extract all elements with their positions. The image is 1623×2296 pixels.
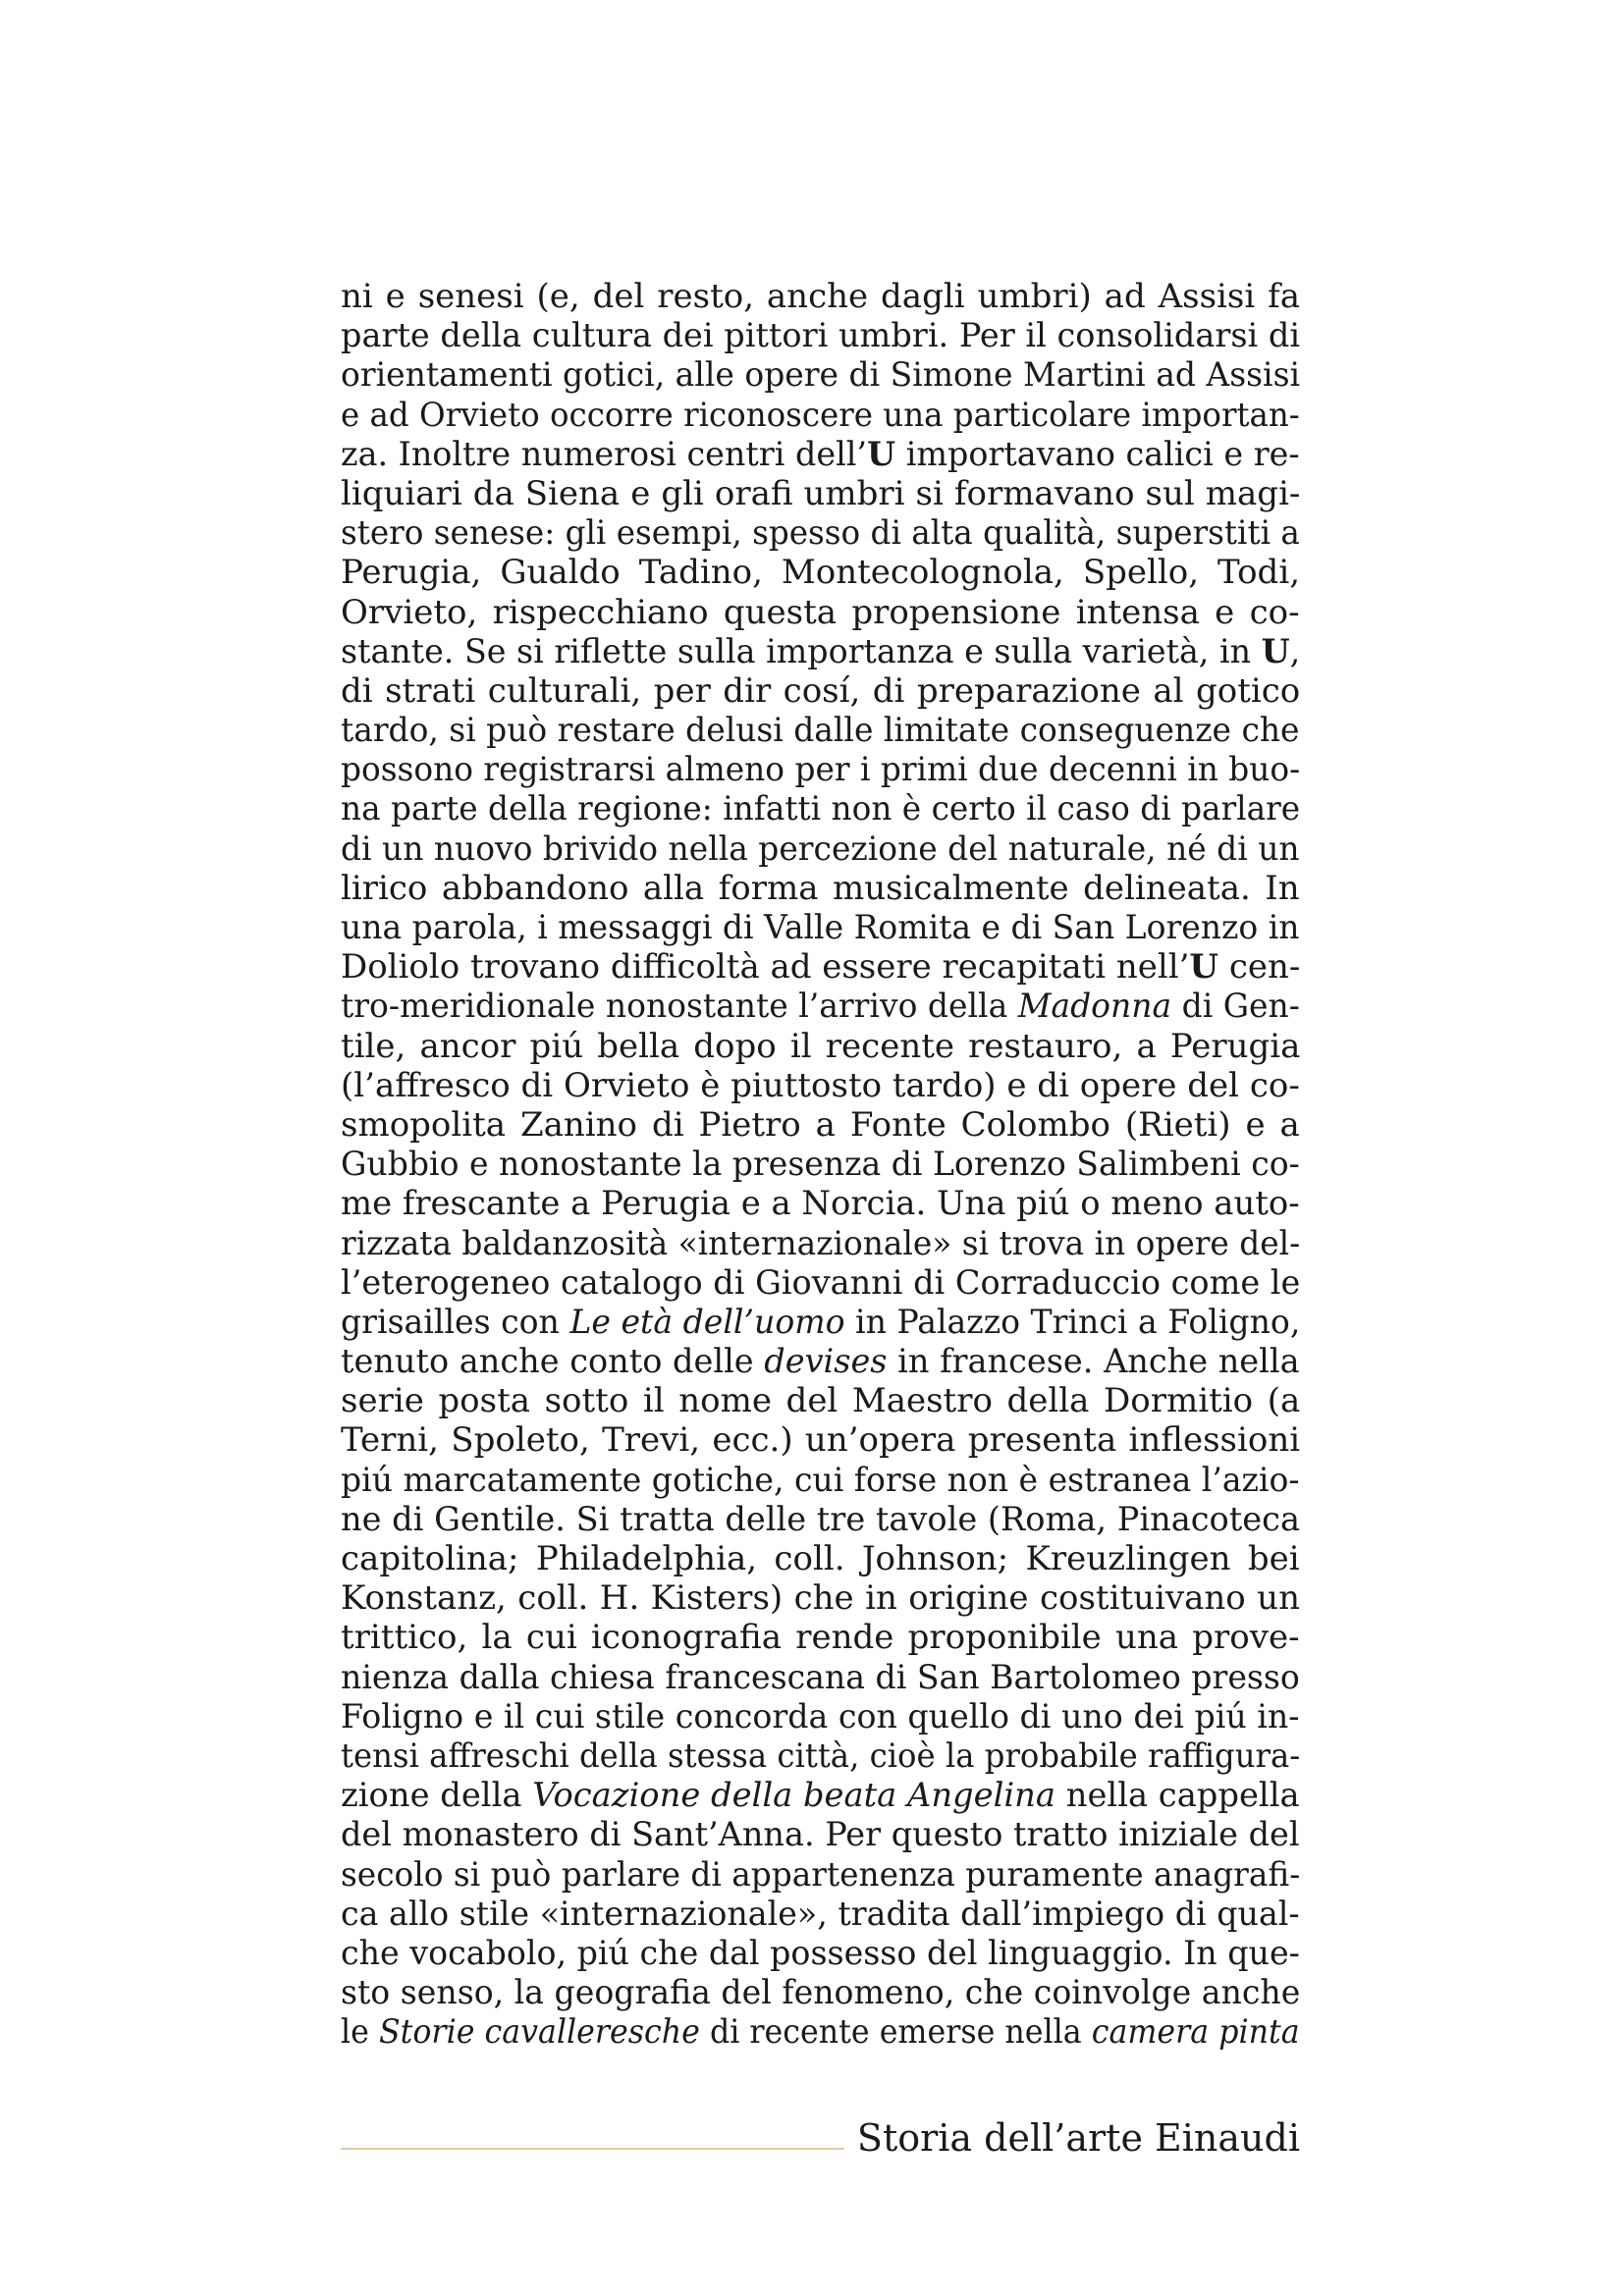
- text-line: [341, 316, 1300, 355]
- text-line: [341, 1736, 1300, 1776]
- text-segment: di Gen-: [1171, 987, 1300, 1027]
- text-line: [341, 1105, 1300, 1145]
- text-line: [341, 1381, 1300, 1420]
- text-line: [341, 1263, 1300, 1303]
- italic-title: Storie cavalleresche: [378, 2012, 700, 2053]
- text-segment: Doliolo trovano difficoltà ad essere recapitati nell’: [341, 947, 1190, 988]
- text-segment: na parte della regione: infatti non è certo il caso di parlare: [341, 789, 1300, 829]
- text-segment: le: [341, 2012, 379, 2053]
- text-line: [341, 277, 1300, 316]
- text-line: [341, 435, 1300, 474]
- text-segment: tensi affreschi della stessa città, cioè la probabile raffigura-: [341, 1735, 1300, 1776]
- text-line: [341, 1500, 1300, 1539]
- text-segment: Foligno e il cui stile concorda con quello di uno dei piú in-: [341, 1696, 1300, 1736]
- text-segment: ni e senesi (e, del resto, anche dagli umbri) ad Assisi fa: [341, 277, 1300, 316]
- text-segment: Perugia, Gualdo Tadino, Montecolognola, Spello, Todi,: [341, 553, 1300, 593]
- bold-abbreviation: U: [1261, 631, 1290, 671]
- italic-title: camera pinta: [1091, 2012, 1300, 2053]
- text-segment: di un nuovo brivido nella percezione del naturale, né di un: [341, 828, 1300, 869]
- italic-title: devises: [764, 1342, 888, 1382]
- text-line: [341, 829, 1300, 869]
- text-segment: secolo si può parlare di appartenenza puramente anagrafi-: [341, 1854, 1300, 1895]
- text-line: [341, 513, 1300, 553]
- text-segment: l’eterogeneo catalogo di Giovanni di Corraduccio come le: [341, 1262, 1300, 1303]
- text-line: [341, 1973, 1300, 2012]
- text-segment: smopolita Zanino di Pietro a Fonte Colombo (Rieti) e a: [341, 1104, 1300, 1145]
- text-segment: serie posta sotto il nome del Maestro della Dormitio (a: [341, 1381, 1300, 1421]
- text-segment: tro-meridionale nonostante l’arrivo della: [341, 987, 1018, 1027]
- text-segment: capitolina; Philadelphia, coll. Johnson; Kreuzlingen bei: [341, 1539, 1300, 1578]
- text-segment: ca allo stile «internazionale», tradita dall’impiego di qual-: [341, 1894, 1300, 1934]
- bold-abbreviation: U: [867, 434, 896, 474]
- text-segment: lirico abbandono alla forma musicalmente delineata. In: [341, 868, 1300, 908]
- text-segment: rizzata baldanzosità «internazionale» si trova in opere del-: [341, 1223, 1300, 1263]
- text-segment: Orvieto, rispecchiano questa propensione intensa e co-: [341, 592, 1300, 632]
- text-line: [341, 1184, 1300, 1223]
- text-line: [341, 1145, 1300, 1184]
- text-segment: Gubbio e nonostante la presenza di Lorenzo Salimbeni co-: [341, 1145, 1300, 1185]
- text-segment: ne di Gentile. Si tratta delle tre tavole (Roma, Pinacoteca: [341, 1499, 1300, 1539]
- text-line: [341, 593, 1300, 632]
- text-segment: parte della cultura dei pittori umbri. Per il consolidarsi di: [341, 316, 1300, 356]
- text-line: [341, 1776, 1300, 1815]
- text-segment: orientamenti gotici, alle opere di Simone Martini ad Assisi: [341, 355, 1300, 396]
- text-segment: nella cappella: [1055, 1776, 1300, 1816]
- text-line: [341, 947, 1300, 987]
- text-line: [341, 1461, 1300, 1500]
- body-text: [341, 277, 1300, 2052]
- text-line: [341, 1539, 1300, 1578]
- text-segment: nienza dalla chiesa francescana di San Bartolomeo presso: [341, 1657, 1300, 1697]
- text-line: [341, 987, 1300, 1026]
- text-segment: stero senese: gli esempi, spesso di alta qualità, superstiti a: [341, 513, 1300, 554]
- text-segment: piú marcatamente gotiche, cui forse non è estranea l’azio-: [341, 1460, 1300, 1500]
- text-segment: possono registrarsi almeno per i primi due decenni in buo-: [341, 750, 1300, 790]
- italic-title: Madonna: [1017, 987, 1172, 1027]
- text-segment: Konstanz, coll. H. Kisters) che in origine costituivano un: [341, 1578, 1300, 1619]
- bold-abbreviation: U: [1189, 947, 1219, 988]
- text-line: [341, 1066, 1300, 1105]
- text-segment: me frescante a Perugia e a Norcia. Una piú o meno auto-: [341, 1184, 1300, 1224]
- text-line: [341, 789, 1300, 828]
- text-line: [341, 355, 1300, 395]
- text-line: [341, 750, 1300, 789]
- footer-rule: [341, 2148, 844, 2150]
- text-segment: grisailles con: [341, 1302, 570, 1342]
- text-segment: za. Inoltre numerosi centri dell’: [341, 434, 868, 474]
- italic-title: Le età dell’uomo: [569, 1302, 845, 1342]
- italic-title: Vocazione della beata Angelina: [532, 1776, 1056, 1816]
- text-segment: una parola, i messaggi di Valle Romita e di San Lorenzo in: [341, 908, 1300, 947]
- text-line: [341, 1342, 1300, 1381]
- text-segment: che vocabolo, piú che dal possesso del linguaggio. In que-: [341, 1933, 1300, 1973]
- text-segment: stante. Se si riflette sulla importanza e sulla varietà, in: [341, 631, 1262, 671]
- text-line: [341, 1618, 1300, 1657]
- text-line: [341, 396, 1300, 435]
- text-line: [341, 632, 1300, 671]
- text-line: [341, 474, 1300, 513]
- text-line: [341, 1658, 1300, 1697]
- text-segment: in Palazzo Trinci a Foligno,: [844, 1302, 1300, 1342]
- text-segment: importavano calici e re-: [895, 434, 1300, 474]
- text-line: [341, 1697, 1300, 1736]
- text-segment: liquiari da Siena e gli orafi umbri si formavano sul magi-: [341, 473, 1300, 513]
- text-line: [341, 2012, 1300, 2052]
- text-line: [341, 1027, 1300, 1066]
- text-line: [341, 553, 1300, 592]
- text-segment: del monastero di Sant’Anna. Per questo tratto iniziale del: [341, 1815, 1300, 1855]
- text-line: [341, 1578, 1300, 1618]
- text-segment: tenuto anche conto delle: [341, 1342, 765, 1382]
- text-segment: tardo, si può restare delusi dalle limitate conseguenze che: [341, 711, 1300, 751]
- text-line: [341, 869, 1300, 908]
- text-line: [341, 671, 1300, 711]
- text-line: [341, 1420, 1300, 1460]
- text-segment: e ad Orvieto occorre riconoscere una particolare importan-: [341, 395, 1300, 435]
- text-segment: zione della: [341, 1776, 533, 1816]
- text-segment: in francese. Anche nella: [887, 1342, 1300, 1382]
- text-line: [341, 1855, 1300, 1895]
- text-segment: sto senso, la geografia del fenomeno, che coinvolge anche: [341, 1973, 1300, 2013]
- text-line: [341, 1224, 1300, 1263]
- text-line: [341, 711, 1300, 750]
- footer-book-title: Storia dell’arte Einaudi: [856, 2116, 1300, 2160]
- text-segment: trittico, la cui iconografia rende proponibile una prove-: [341, 1618, 1300, 1658]
- text-segment: (l’affresco di Orvieto è piuttosto tardo) e di opere del co-: [341, 1065, 1300, 1105]
- text-line: [341, 1303, 1300, 1342]
- text-line: [341, 1815, 1300, 1854]
- text-segment: di strati culturali, per dir cosí, di preparazione al gotico: [341, 670, 1300, 711]
- text-line: [341, 1895, 1300, 1934]
- text-line: [341, 908, 1300, 947]
- text-segment: Terni, Spoleto, Trevi, ecc.) un’opera presenta inflessioni: [341, 1420, 1300, 1461]
- text-segment: ,: [1289, 631, 1300, 671]
- text-segment: tile, ancor piú bella dopo il recente restauro, a Perugia: [341, 1026, 1300, 1066]
- text-segment: di recente emerse nella: [699, 2012, 1092, 2053]
- text-line: [341, 1934, 1300, 1973]
- text-segment: cen-: [1218, 947, 1300, 988]
